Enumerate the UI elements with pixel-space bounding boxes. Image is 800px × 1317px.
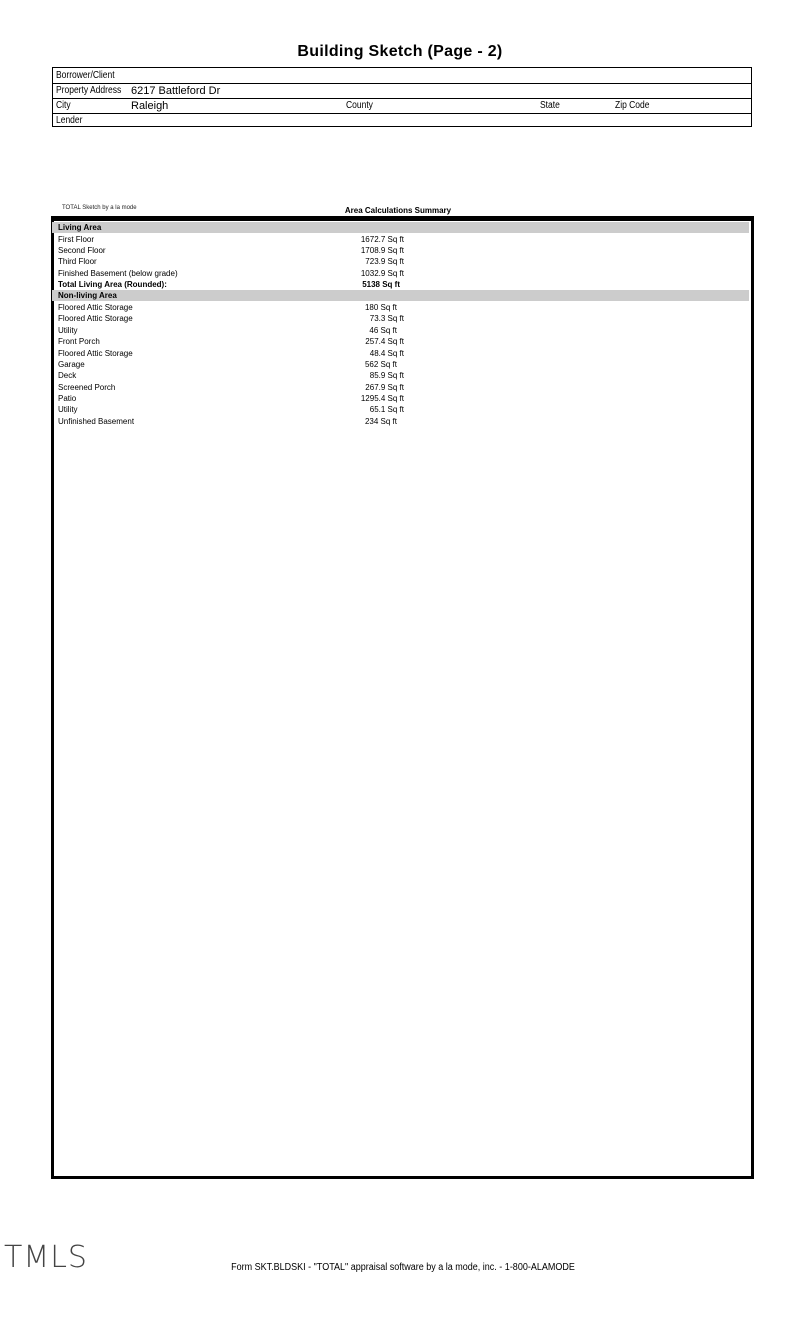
- lender-row: [53, 113, 751, 128]
- total-living-row: [58, 279, 418, 290]
- row-value: 1672.7 Sq ft: [360, 235, 404, 244]
- living-row: [58, 268, 418, 279]
- lender-label: Lender: [56, 115, 83, 126]
- row-label: Garage: [58, 360, 85, 369]
- nonliving-row: [58, 416, 418, 427]
- property-row: [53, 83, 751, 99]
- nonliving-row: [58, 302, 418, 313]
- row-label: Screened Porch: [58, 383, 116, 392]
- row-value: 1032.9 Sq ft: [360, 269, 404, 278]
- row-value: 65.1 Sq ft: [369, 405, 404, 414]
- row-value: 46 Sq ft: [369, 326, 397, 335]
- row-label: Unfinished Basement: [58, 417, 135, 426]
- property-value: 6217 Battleford Dr: [131, 85, 221, 97]
- nonliving-row: [58, 382, 418, 393]
- row-label: First Floor: [58, 235, 94, 244]
- nonliving-row: [58, 370, 418, 381]
- software-note: TOTAL Sketch by a la mode: [62, 205, 137, 211]
- living-area-header: Living Area: [52, 222, 749, 233]
- page-title: Building Sketch (Page - 2): [297, 43, 503, 60]
- row-value: 73.3 Sq ft: [369, 314, 404, 323]
- living-row: [58, 245, 418, 256]
- tmls-logo: TMLS: [4, 1240, 88, 1275]
- row-value: 85.9 Sq ft: [369, 371, 404, 380]
- row-label: Utility: [58, 326, 78, 335]
- nonliving-row: [58, 404, 418, 415]
- nonliving-row: [58, 359, 418, 370]
- city-value: Raleigh: [131, 100, 169, 112]
- row-label: Finished Basement (below grade): [58, 269, 178, 278]
- total-value: 5138 Sq ft: [362, 280, 400, 289]
- nonliving-row: [58, 393, 418, 404]
- row-value: 723.9 Sq ft: [365, 257, 404, 266]
- nonliving-row: [58, 325, 418, 336]
- state-label: State: [540, 100, 560, 111]
- county-label: County: [346, 100, 373, 111]
- row-label: Utility: [58, 405, 78, 414]
- city-row: [53, 98, 751, 114]
- row-label: Deck: [58, 371, 77, 380]
- header-info-box: [52, 67, 752, 127]
- row-value: 562 Sq ft: [364, 360, 397, 369]
- borrower-row: [53, 68, 751, 84]
- row-label: Floored Attic Storage: [58, 303, 133, 312]
- zip-label: Zip Code: [615, 100, 650, 111]
- nonliving-row: [58, 348, 418, 359]
- borrower-label: Borrower/Client: [56, 70, 115, 81]
- city-label: City: [56, 100, 71, 111]
- row-label: Third Floor: [58, 257, 97, 266]
- row-value: 257.4 Sq ft: [365, 337, 404, 346]
- row-label: Front Porch: [58, 337, 100, 346]
- living-row: [58, 256, 418, 267]
- summary-title: Area Calculations Summary: [344, 206, 452, 215]
- nonliving-row: [58, 313, 418, 324]
- row-label: Floored Attic Storage: [58, 314, 133, 323]
- row-value: 48.4 Sq ft: [369, 349, 404, 358]
- row-label: Second Floor: [58, 246, 106, 255]
- row-value: 180 Sq ft: [364, 303, 397, 312]
- total-label: Total Living Area (Rounded):: [58, 280, 167, 289]
- living-row: [58, 234, 418, 245]
- row-value: 1708.9 Sq ft: [360, 246, 404, 255]
- nonliving-row: [58, 336, 418, 347]
- form-footer: Form SKT.BLDSKI - "TOTAL" appraisal software by a la mode, inc. - 1-800-ALAMODE: [231, 1262, 575, 1273]
- row-label: Patio: [58, 394, 77, 403]
- row-value: 267.9 Sq ft: [365, 383, 404, 392]
- property-label: Property Address: [56, 85, 122, 96]
- nonliving-area-header: Non-living Area: [52, 290, 749, 301]
- row-label: Floored Attic Storage: [58, 349, 133, 358]
- row-value: 1295.4 Sq ft: [360, 394, 404, 403]
- row-value: 234 Sq ft: [364, 417, 397, 426]
